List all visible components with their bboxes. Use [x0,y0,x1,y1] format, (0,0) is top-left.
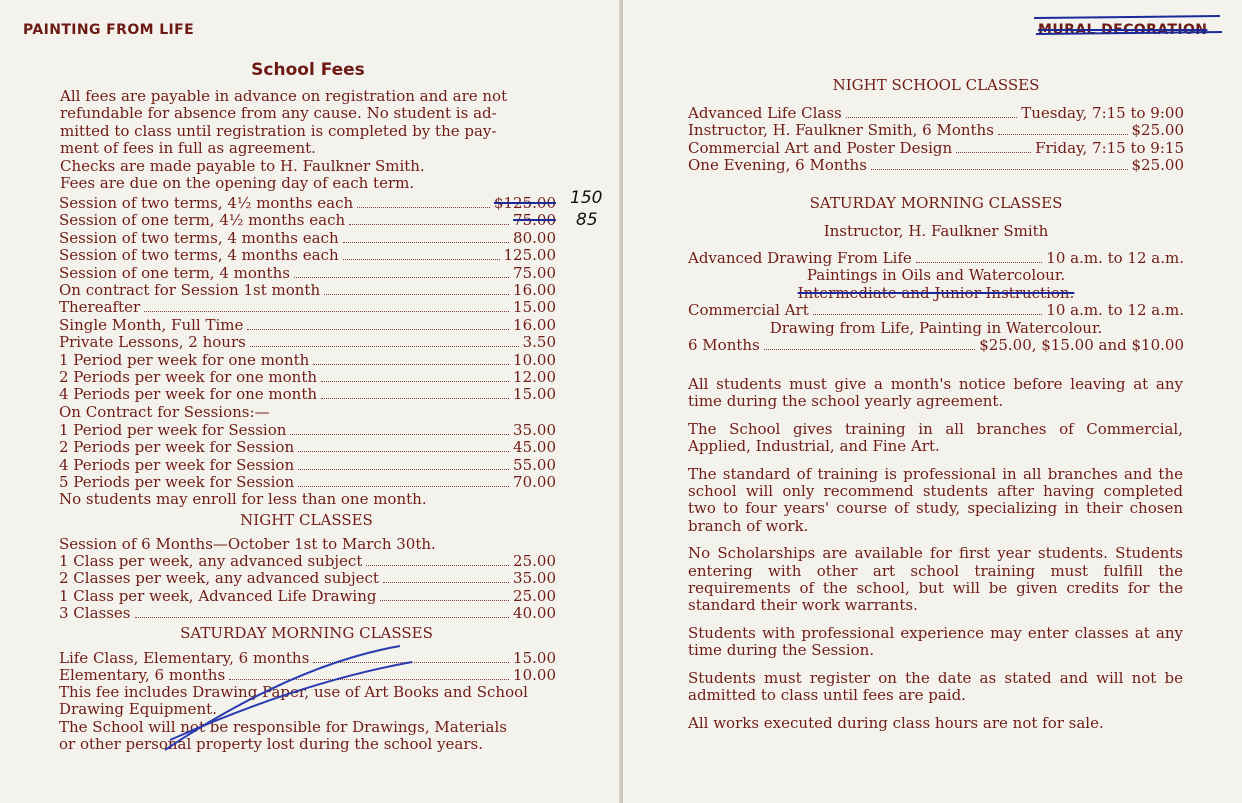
fee-row [59,334,556,351]
struck-line [688,285,1184,302]
struck-text: Intermediate and Junior Instruction. [797,283,1075,302]
fee-row [688,157,1184,174]
fee-row [59,369,556,386]
fee-value: 25.00 [513,552,556,570]
fee-row [59,570,556,587]
fee-row [59,317,556,334]
leader-dots [349,224,509,225]
contract-heading: On Contract for Sessions:— [59,403,270,421]
fee-value: 10.00 [513,666,556,685]
row-label: 6 Months [688,336,760,354]
night-session: Session of 6 Months—October 1st to March 30th. [59,535,436,553]
leader-dots [250,346,519,347]
fee-label: One Evening, 6 Months [688,156,867,175]
policy-paragraph: No Scholarships are available for first year students. Students entering with other art school training must fulfill the requirements of the school, but will be given credits for the standard their work warrants. [688,544,1183,615]
intro-line: refundable for absence from any cause. No student is ad- [60,104,497,123]
night-school-list [688,105,1184,175]
advanced-drawing-block [688,250,1184,354]
fee-value: 25.00 [513,586,556,605]
fee-label: Life Class, Elementary, 6 months [59,649,310,667]
row-value: 10 a.m. to 12 a.m. [1046,249,1184,267]
leader-dots [294,277,509,278]
fee-row [59,282,556,299]
fee-value: 35.00 [513,569,556,588]
fee-value: 45.00 [513,438,556,457]
fee-label: 4 Periods per week for one month [59,385,318,404]
advanced-drawing-row [688,250,1184,267]
fee-row [59,212,556,229]
right-saturday-title: SATURDAY MORNING CLASSES [809,194,1063,212]
handwritten-85: 85 [576,210,598,230]
fee-value: 16.00 [513,280,556,299]
fee-row [688,122,1184,139]
fee-label: Session of two terms, 4 months each [59,246,339,265]
fee-label: Session of one term, 4½ months each [59,211,346,230]
saturday-classes-title: SATURDAY MORNING CLASSES [180,624,433,642]
leader-dots [956,152,1031,153]
left-running-header: PAINTING FROM LIFE [23,22,195,38]
leader-dots [846,117,1017,118]
leader-dots [357,207,490,208]
fee-value: Tuesday, 7:15 to 9:00 [1021,104,1184,122]
closing-line: Drawing Equipment. [59,700,217,719]
mural-decoration-label: MURAL DECORATION [1038,22,1208,38]
pen-scribble [150,640,430,760]
fee-value: 3.50 [522,333,556,352]
fee-row [59,605,556,622]
fee-value: 15.00 [513,649,556,667]
leader-dots [916,262,1043,263]
leader-dots [383,582,509,583]
commercial-art-row [688,302,1184,319]
fee-value: 55.00 [513,455,556,474]
policy-paragraph: Students with professional experience may enter classes at any time during the Session. [688,623,1183,660]
fee-label: 2 Classes per week, any advanced subject [59,569,379,588]
policy-paragraph: All students must give a month's notice before leaving at any time during the school yearly agreement. [688,375,1183,411]
handwritten-150: 150 [570,188,603,208]
intro-line: Checks are made payable to H. Faulkner Smith. [60,156,425,175]
leader-dots [321,398,509,399]
fee-label: 2 Periods per week for one month [59,367,318,386]
row-label: Commercial Art [688,301,809,320]
fee-row [59,439,556,456]
advanced-drawing-desc: Paintings in Oils and Watercolour. [806,266,1066,285]
leader-dots [813,314,1043,315]
fee-value: $125.00 [493,194,556,212]
fee-row [688,140,1184,157]
policy-paragraphs [688,376,1183,742]
row-value: $25.00, $15.00 and $10.00 [979,336,1184,354]
contract-fees-list [59,422,556,492]
fee-row [59,588,556,605]
fee-label: Commercial Art and Poster Design [688,138,953,157]
fee-label: Session of two terms, 4½ months each [59,194,354,212]
leader-dots [380,600,509,601]
fee-row [688,105,1184,122]
fee-label: 5 Periods per week for Session [59,473,295,492]
fee-value: 10.00 [513,350,556,369]
policy-paragraph: All works executed during class hours are not for sale. [688,713,1104,732]
leader-dots [298,486,509,487]
leader-dots [247,329,509,330]
pen-stroke [1036,32,1222,34]
fee-value: 12.00 [513,367,556,386]
fee-row [59,247,556,264]
fee-label: Session of one term, 4 months [59,263,290,282]
night-school-title: NIGHT SCHOOL CLASSES [832,76,1040,94]
fee-label: 1 Class per week, any advanced subject [59,552,363,570]
commercial-desc: Drawing from Life, Painting in Watercolour. [769,318,1103,337]
leader-dots [321,381,509,382]
pen-stroke [1034,16,1220,18]
fee-label: 2 Periods per week for Session [59,438,295,457]
policy-paragraph: The School gives training in all branches of Commercial, Applied, Industrial, and Fine Art. [688,419,1183,456]
fee-row [59,230,556,247]
leader-dots [298,451,509,452]
closing-line: This fee includes Drawing Paper, use of Art Books and School [59,683,528,701]
leader-dots [298,469,509,470]
intro-line: mitted to class until registration is completed by the pay- [60,121,497,140]
fee-row [59,422,556,439]
fee-value: 35.00 [513,421,556,439]
fee-value: 15.00 [513,298,556,317]
fee-value: 15.00 [513,385,556,404]
fee-label: Single Month, Full Time [59,315,244,334]
leader-dots [313,364,509,365]
header-pen-mark [1030,12,1230,36]
fee-label: 1 Period per week for Session [59,421,287,439]
leader-dots [135,617,510,618]
fee-label: Session of two terms, 4 months each [59,228,339,247]
fee-label: Thereafter [59,298,141,317]
leader-dots [366,565,509,566]
row-value: 10 a.m. to 12 a.m. [1046,301,1184,320]
instructor-line: Instructor, H. Faulkner Smith [823,222,1049,240]
fee-value: 75.00 [513,211,556,230]
intro-line: Fees are due on the opening day of each term. [60,174,415,193]
fee-value: 125.00 [503,246,556,265]
fee-label: Elementary, 6 months [59,666,226,685]
fee-row [59,386,556,403]
six-months-row [688,337,1184,354]
fee-label: Instructor, H. Faulkner Smith, 6 Months [688,121,994,140]
fee-value: Friday, 7:15 to 9:15 [1035,138,1184,157]
fee-label: Advanced Life Class [688,104,842,122]
fee-label: 4 Periods per week for Session [59,455,295,474]
leader-dots [324,294,509,295]
leader-dots [998,134,1128,135]
fee-label: On contract for Session 1st month [59,280,321,299]
fees-intro [60,88,557,192]
fee-label: 1 Class per week, Advanced Life Drawing [59,586,377,605]
policy-paragraph: Students must register on the date as stated and will not be admitted to class until fees are paid. [688,668,1183,705]
pen-stroke [170,662,412,740]
fee-value: 80.00 [513,228,556,247]
fee-row [59,265,556,282]
fee-row [59,553,556,570]
row-label: Advanced Drawing From Life [688,249,912,267]
fee-label: Private Lessons, 2 hours [59,333,246,352]
closing-line: or other personal property lost during the school years. [59,735,484,754]
pen-stroke [165,646,400,750]
leader-dots [290,434,509,435]
leader-dots [764,349,976,350]
fee-row [59,457,556,474]
leader-dots [343,259,500,260]
school-fees-title: School Fees [251,60,365,80]
night-fees-list [59,553,556,623]
fee-row [59,474,556,491]
leader-dots [144,311,509,312]
fee-label: 3 Classes [59,604,131,623]
night-classes-title: NIGHT CLASSES [240,511,373,529]
fee-value: 16.00 [513,315,556,334]
fee-value: $25.00 [1131,156,1184,175]
fee-value: 70.00 [513,473,556,492]
fee-value: $25.00 [1131,121,1184,140]
closing-line: The School will not be responsible for Drawings, Materials [59,717,507,736]
fee-row [59,195,556,212]
enroll-note: No students may enroll for less than one month. [59,490,427,508]
leader-dots [871,169,1128,170]
fees-list [59,195,556,404]
policy-paragraph: The standard of training is professional in all branches and the school will only recommend students after having completed two to four years' course of study, specializing in their chosen branch of work. [688,464,1183,535]
fee-value: 40.00 [513,604,556,623]
intro-line: ment of fees in full as agreement. [60,139,316,158]
leader-dots [343,242,509,243]
fee-value: 75.00 [513,263,556,282]
intro-line: All fees are payable in advance on registration and are not [60,87,508,105]
fee-row [59,299,556,316]
fee-row [59,352,556,369]
fee-label: 1 Period per week for one month [59,350,310,369]
